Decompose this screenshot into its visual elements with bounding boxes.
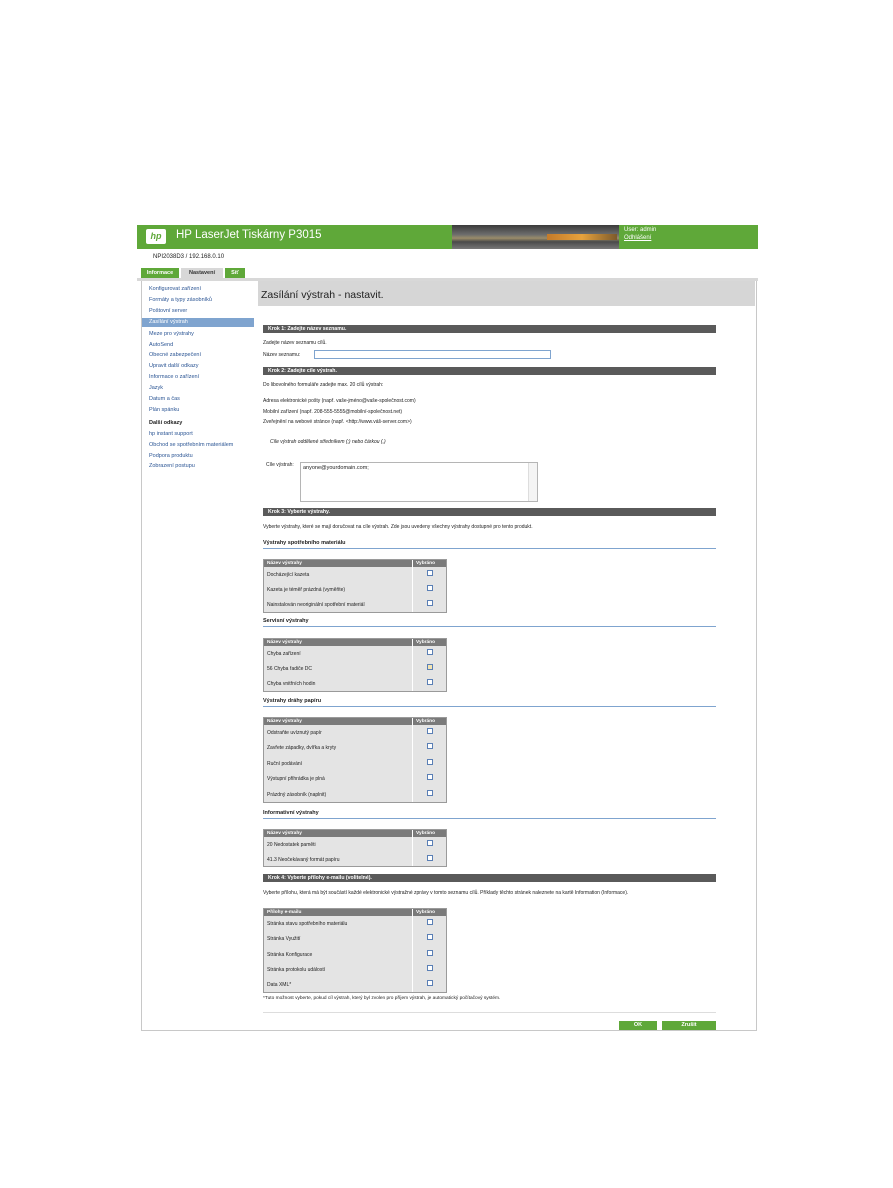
- destinations-label: Cíle výstrah:: [266, 462, 294, 468]
- table-row: [264, 661, 412, 676]
- list-name-input[interactable]: [314, 350, 551, 359]
- destinations-value: anyone@yourdomain.com;: [303, 465, 369, 471]
- col-alert-name: Název výstrahy: [267, 719, 302, 724]
- step1-text: Zadejte název seznamu cílů.: [263, 340, 327, 346]
- alert-name: Zavřete západky, dvířka a kryty: [267, 745, 337, 751]
- alert-checkbox[interactable]: [427, 570, 433, 576]
- sidebar-item-datum[interactable]: Datum a čas: [149, 396, 180, 402]
- sidebar-item-meze[interactable]: Meze pro výstrahy: [149, 331, 194, 337]
- col-selected: Vybráno: [416, 561, 436, 566]
- step3-intro: Vyberte výstrahy, které se mají doručovat na cíle výstrah. Zde jsou uvedeny všechny výstrahy dostupné pro tento produkt.: [263, 524, 533, 530]
- table-row: [264, 977, 412, 992]
- group-paper-path-title: Výstrahy dráhy papíru: [263, 698, 716, 707]
- service-alerts-table: [263, 638, 447, 692]
- ok-button[interactable]: OK: [619, 1021, 657, 1030]
- table-row: [264, 852, 412, 867]
- sidebar-item-autosend[interactable]: AutoSend: [149, 342, 174, 348]
- sidebar-item-zasilani-vystrah[interactable]: Zasílání výstrah: [142, 318, 254, 327]
- hp-logo-icon: hp: [146, 229, 166, 244]
- table-row: [264, 756, 412, 771]
- col-alert-name: Název výstrahy: [267, 640, 302, 645]
- tab-informace[interactable]: Informace: [141, 268, 179, 278]
- attachment-checkbox[interactable]: [427, 980, 433, 986]
- table-row: [264, 916, 412, 931]
- alert-checkbox[interactable]: [427, 679, 433, 685]
- header-banner-image: [452, 225, 619, 249]
- table-row: [264, 837, 412, 852]
- table-row: [264, 725, 412, 740]
- alert-checkbox[interactable]: [427, 585, 433, 591]
- attachment-checkbox[interactable]: [427, 965, 433, 971]
- table-row: [264, 771, 412, 786]
- sidebar-link-postup[interactable]: Zobrazení postupu: [149, 463, 195, 469]
- paper-path-alerts-table: [263, 717, 447, 803]
- step2-mobile-example: Mobilní zařízení (např. 208-555-5555@mobilní-společnost.net): [263, 409, 403, 415]
- user-info: [624, 226, 656, 242]
- col-alert-name: Název výstrahy: [267, 561, 302, 566]
- table-row: [264, 740, 412, 755]
- page-title-bar: [258, 281, 755, 306]
- step2-intro: Do libovolného formuláře zadejte max. 20 cílů výstrah:: [263, 382, 384, 388]
- app-window: [137, 225, 758, 1031]
- sidebar-item-konfigurovat[interactable]: Konfigurovat zařízení: [149, 286, 201, 292]
- textarea-scrollbar[interactable]: [528, 463, 537, 501]
- xml-footnote: *Tuto možnost vyberte, pokud cíl výstrah, který byl zvolen pro příjem výstrah, je automatický počítačový systém.: [263, 996, 501, 1001]
- alert-checkbox[interactable]: [427, 840, 433, 846]
- page-title: Zasílání výstrah - nastavit.: [261, 289, 384, 301]
- alert-name: Chyba zařízení: [267, 651, 301, 657]
- alert-checkbox[interactable]: [427, 759, 433, 765]
- alert-checkbox[interactable]: [427, 664, 433, 670]
- sidebar-item-formaty[interactable]: Formáty a typy zásobníků: [149, 297, 212, 303]
- alert-name: Prázdný zásobník (naplnit): [267, 792, 327, 798]
- alert-name: Odstraňte uvíznutý papír: [267, 730, 322, 736]
- step1-bar: Krok 1: Zadejte název seznamu.: [263, 325, 716, 333]
- attachment-checkbox[interactable]: [427, 950, 433, 956]
- col-attachment-name: Přílohy e-mailu: [267, 910, 302, 915]
- alert-name: Kazeta je téměř prázdná (vyměňte): [267, 587, 346, 593]
- table-row: [264, 582, 412, 597]
- main-frame: [141, 281, 757, 1031]
- table-header: [264, 718, 446, 725]
- table-row: [264, 567, 412, 582]
- step4-intro: Vyberte přílohu, která má být součástí každé elektronické výstražné zprávy v tomto seznamu cílů. Příklady těchto stránek naleznete na kartě Information (Informace).: [263, 890, 629, 896]
- sidebar-link-obchod[interactable]: Obchod se spotřebním materiálem: [149, 442, 234, 448]
- product-title: HP LaserJet Tiskárny P3015: [176, 229, 322, 241]
- alert-name: 20 Nedostatek paměti: [267, 842, 316, 848]
- table-header: [264, 909, 446, 916]
- sidebar-item-postovni-server[interactable]: Poštovní server: [149, 308, 188, 314]
- attachments-table: [263, 908, 447, 993]
- table-header: [264, 560, 446, 567]
- alert-checkbox[interactable]: [427, 790, 433, 796]
- alert-name: 41.3 Neočekávaný formát papíru: [267, 857, 340, 863]
- header-bar: [137, 225, 758, 249]
- user-label: User: admin: [624, 227, 657, 233]
- frame-bottom-edge: [141, 1030, 757, 1031]
- alert-checkbox[interactable]: [427, 728, 433, 734]
- cancel-button[interactable]: Zrušit: [662, 1021, 716, 1030]
- col-selected: Vybráno: [416, 910, 436, 915]
- sidebar-link-instant-support[interactable]: hp instant support: [149, 431, 193, 437]
- alert-name: Chyba vnitřních hodin: [267, 681, 316, 687]
- group-service-title: Servisní výstrahy: [263, 618, 716, 627]
- sidebar-links-heading: Další odkazy: [149, 420, 183, 426]
- col-selected: Vybráno: [416, 719, 436, 724]
- col-selected: Vybráno: [416, 831, 436, 836]
- alert-name: Nainstalován neoriginální spotřební materiál: [267, 602, 365, 608]
- alert-checkbox[interactable]: [427, 743, 433, 749]
- attachment-name: Stránka stavu spotřebního materiálu: [267, 921, 348, 927]
- destinations-textarea[interactable]: [300, 462, 538, 502]
- table-row: [264, 947, 412, 962]
- alert-name: Docházející kazeta: [267, 572, 310, 578]
- tab-nastaveni[interactable]: Nastavení: [181, 268, 223, 278]
- attachment-checkbox[interactable]: [427, 919, 433, 925]
- tab-sit[interactable]: Síť: [225, 268, 245, 278]
- alert-checkbox[interactable]: [427, 855, 433, 861]
- table-row: [264, 676, 412, 691]
- step3-bar: Krok 3: Vyberte výstrahy.: [263, 508, 716, 516]
- step2-bar: Krok 2: Zadejte cíle výstrah.: [263, 367, 716, 375]
- group-supplies-title: Výstrahy spotřebního materiálu: [263, 540, 716, 549]
- sidebar-link-podpora[interactable]: Podpora produktu: [149, 453, 193, 459]
- sidebar-item-zabezpeceni[interactable]: Obecné zabezpečení: [149, 352, 201, 358]
- attachment-checkbox[interactable]: [427, 934, 433, 940]
- info-alerts-table: [263, 829, 447, 867]
- step2-email-example: Adresa elektronické pošty (např. vaše-jméno@vaše-společnost.com): [263, 398, 416, 404]
- attachment-name: Data XML*: [267, 982, 292, 988]
- attachment-name: Stránka Konfigurace: [267, 952, 313, 958]
- list-name-label: Název seznamu:: [263, 352, 301, 358]
- table-header: [264, 830, 446, 837]
- table-row: [264, 597, 412, 612]
- column-divider: [412, 639, 413, 691]
- sidebar-item-plan-spanku[interactable]: Plán spánku: [149, 407, 180, 413]
- column-divider: [412, 718, 413, 802]
- button-divider: [263, 1012, 716, 1013]
- table-row: [264, 646, 412, 661]
- sidebar-item-odkazy[interactable]: Upravit další odkazy: [149, 363, 199, 369]
- supplies-alerts-table: [263, 559, 447, 613]
- column-divider: [412, 560, 413, 612]
- table-row: [264, 787, 412, 802]
- alert-checkbox[interactable]: [427, 649, 433, 655]
- content-pane: [258, 281, 755, 1030]
- column-divider: [412, 830, 413, 866]
- column-divider: [412, 909, 413, 992]
- sidebar-item-informace[interactable]: Informace o zařízení: [149, 374, 200, 380]
- sidebar-item-jazyk[interactable]: Jazyk: [149, 385, 164, 391]
- table-row: [264, 931, 412, 946]
- step2-web-example: Zveřejnění na webové stránce (např. <http://www.váš-server.com>): [263, 419, 412, 425]
- alert-name: Výstupní přihrádka je plná: [267, 776, 325, 782]
- col-alert-name: Název výstrahy: [267, 831, 302, 836]
- step4-bar: Krok 4: Vyberte přílohy e-mailu (volitelné).: [263, 874, 716, 882]
- alert-checkbox[interactable]: [427, 774, 433, 780]
- device-address: NPI2038D3 / 192.168.0.10: [153, 254, 225, 260]
- alert-name: Ruční podávání: [267, 761, 303, 767]
- step2-separator-note: Cíle výstrah oddělené středníkem (;) nebo čárkou (,): [270, 439, 386, 445]
- table-header: [264, 639, 446, 646]
- col-selected: Vybráno: [416, 640, 436, 645]
- attachment-name: Stránka protokolu událostí: [267, 967, 326, 973]
- group-info-title: Informativní výstrahy: [263, 810, 716, 819]
- table-row: [264, 962, 412, 977]
- alert-name: 56 Chyba řadiče DC: [267, 666, 313, 672]
- attachment-name: Stránka Využití: [267, 936, 301, 942]
- alert-checkbox[interactable]: [427, 600, 433, 606]
- logout-link[interactable]: Odhlášení: [624, 235, 652, 241]
